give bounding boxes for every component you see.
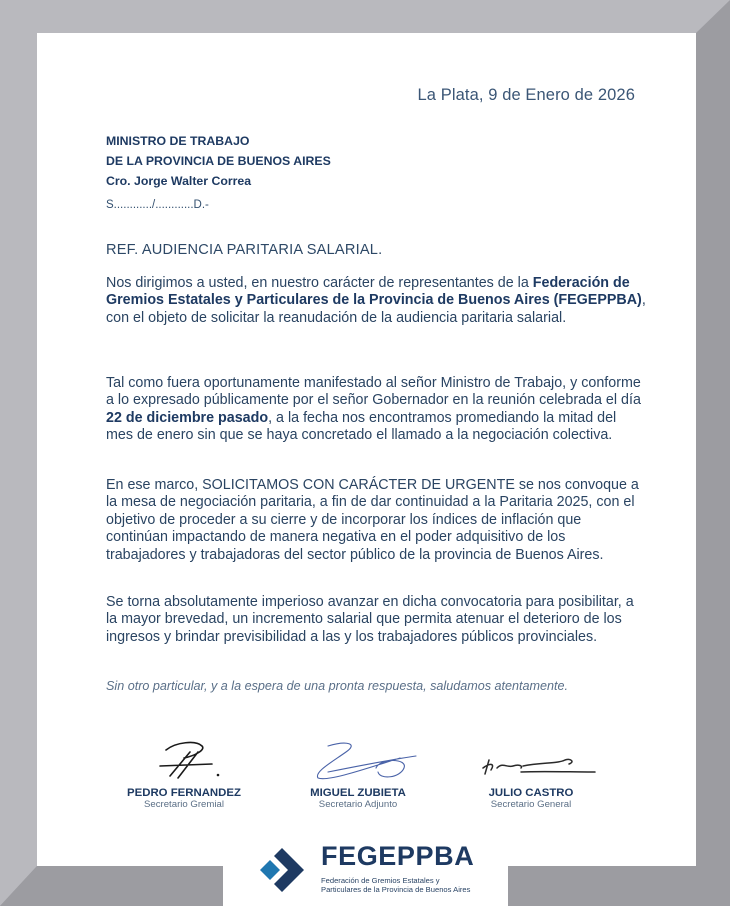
paragraph-text: Tal como fuera oportunamente manifestado al señor Ministro de Trabajo, y conforme a lo expresado públicamente por el señor Gobernador en la reunión celebrada el día: [106, 375, 641, 409]
signature-image: [288, 738, 428, 784]
paragraph-text: Nos dirigimos a usted, en nuestro carácter de representantes de la: [106, 275, 533, 291]
logo-subtitle-line: Particulares de la Provincia de Buenos Aires: [321, 885, 471, 894]
salutation: S............/............D.-: [106, 199, 209, 211]
meeting-date: 22 de diciembre pasado: [106, 409, 269, 426]
addressee-institution: DE LA PROVINCIA DE BUENOS AIRES: [106, 154, 331, 168]
signature-block: [273, 738, 443, 810]
signatory-name: JULIO CASTRO: [488, 787, 574, 799]
reference-line: REF. AUDIENCIA PARITARIA SALARIAL.: [106, 242, 383, 258]
addressee-title: MINISTRO DE TRABAJO: [106, 134, 250, 148]
signature-block: [99, 738, 269, 810]
signatory-name: MIGUEL ZUBIETA: [310, 787, 406, 799]
federation-name: Federación de Gremios Estatales y Particulares de la Provincia de Buenos Aires (FEGEPPBA): [106, 275, 642, 309]
logo-subtitle-line: Federación de Gremios Estatales y: [321, 876, 440, 885]
paragraph-request: En ese marco, SOLICITAMOS CON CARÁCTER DE URGENTE se nos convoque a la mesa de negociación paritaria, a fin de dar continuidad a la Paritaria 2025, con el objetivo de proceder a su cierre y de incorporar los índices de inflación que continúan impactando de manera negativa en el poder adquisitivo de los trabajadores y trabajadoras del sector público de la provincia de Buenos Aires.: [106, 477, 639, 563]
closing-line: Sin otro particular, y a la espera de una pronta respuesta, saludamos atentamente.: [106, 679, 569, 693]
addressee-block: [106, 131, 331, 191]
paragraph-text: , a la fecha nos encontramos promediando la mitad del mes de enero sin que se haya concretado el llamado a la negociación colectiva.: [106, 409, 617, 444]
addressee-name: Cro. Jorge Walter Correa: [106, 174, 252, 188]
signatory-role: Secretario Adjunto: [318, 799, 398, 810]
paragraph-text: , con el objeto de solicitar la reanudación de la audiencia paritaria salarial.: [106, 292, 646, 326]
signatory-role: Secretario Gremial: [144, 799, 224, 810]
paragraph-urgency: Se torna absolutamente imperioso avanzar en dicha convocatoria para posibilitar, a la mayor brevedad, un incremento salarial que permita atenuar el deterioro de los ingresos y brindar previsibilidad a las y los trabajadores públicos provinciales.: [106, 594, 634, 645]
letter-date: La Plata, 9 de Enero de 2026: [417, 86, 635, 104]
logo-diamond-icon: [260, 848, 306, 892]
logo-subtitle: [321, 876, 470, 894]
fegeppba-logo: [260, 841, 490, 896]
signature-image: [114, 738, 254, 784]
signatory-role: Secretario General: [490, 799, 572, 810]
paragraph-intro: [106, 275, 646, 327]
logo-name: FEGEPPBA: [321, 841, 475, 871]
paragraph-background: [106, 375, 646, 445]
signature-image: [461, 738, 601, 784]
signatory-name: PEDRO FERNANDEZ: [127, 787, 241, 799]
signature-block: [446, 738, 616, 810]
